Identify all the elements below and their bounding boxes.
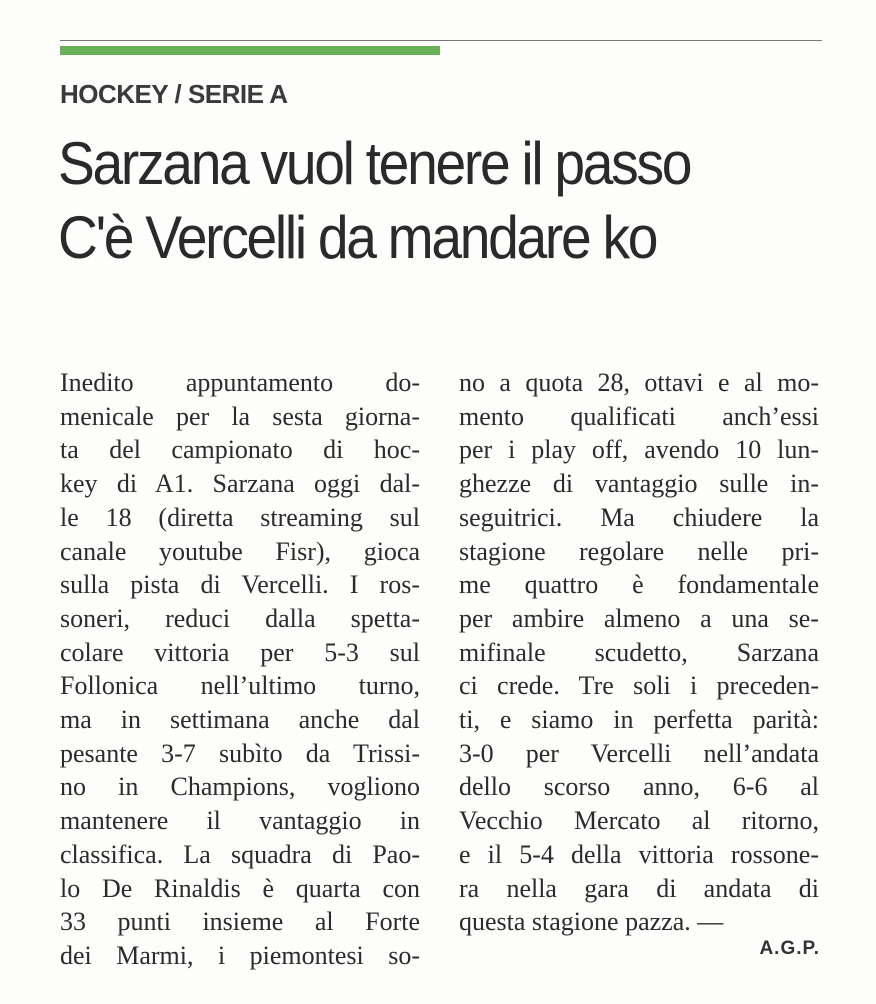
body-line: 3-0 per Vercelli nell’andata — [459, 738, 819, 768]
body-line: me quattro è fondamentale — [459, 570, 819, 600]
body-line: classifica. La squadra di Pao- — [60, 839, 420, 869]
article-headline — [58, 127, 776, 275]
body-line: per i play off, avendo 10 lun- — [459, 435, 819, 465]
body-line: ci crede. Tre soli i preceden- — [459, 671, 819, 701]
body-line: mantenere il vantaggio in — [60, 806, 420, 836]
article-column-2 — [459, 366, 819, 939]
body-line: key di A1. Sarzana oggi dal- — [60, 469, 420, 499]
body-line: ra nella gara di andata di — [459, 873, 819, 903]
body-line: pesante 3-7 subìto da Trissi- — [60, 738, 420, 768]
body-line: mifinale scudetto, Sarzana — [459, 637, 819, 667]
top-rule — [60, 40, 822, 41]
body-line: e il 5-4 della vittoria rossone- — [459, 839, 819, 869]
body-line: stagione regolare nelle pri- — [459, 536, 819, 566]
body-line: dello scorso anno, 6-6 al — [459, 772, 819, 802]
body-line: Follonica nell’ultimo turno, — [60, 671, 420, 701]
body-line: no in Champions, vogliono — [60, 772, 420, 802]
article-column-1 — [60, 366, 420, 973]
body-line: per ambire almeno a una se- — [459, 603, 819, 633]
body-line: le 18 (diretta streaming sul — [60, 502, 420, 532]
body-line: ti, e siamo in perfetta parità: — [459, 705, 819, 735]
body-line: mento qualificati anch’essi — [459, 401, 819, 431]
body-line: ghezze di vantaggio sulle in- — [459, 469, 819, 499]
body-line: ta del campionato di hoc- — [60, 435, 420, 465]
body-line: lo De Rinaldis è quarta con — [60, 873, 420, 903]
body-line: menicale per la sesta giorna- — [60, 401, 420, 431]
body-line: seguitrici. Ma chiudere la — [459, 502, 819, 532]
headline-line-2: C'è Vercelli da mandare ko — [58, 204, 657, 271]
headline-line-1: Sarzana vuol tenere il passo — [58, 130, 691, 197]
body-line: no a quota 28, ottavi e al mo- — [459, 368, 819, 397]
body-line: colare vittoria per 5-3 sul — [60, 637, 420, 667]
body-line: questa stagione pazza. — — [459, 907, 724, 937]
author-byline: A.G.P. — [759, 938, 820, 959]
body-line: ma in settimana anche dal — [60, 705, 420, 735]
body-line: canale youtube Fisr), gioca — [60, 536, 420, 566]
body-line: dei Marmi, i piemontesi so- — [60, 940, 420, 970]
body-line: 33 punti insieme al Forte — [60, 907, 420, 937]
body-line: soneri, reduci dalla spetta- — [60, 603, 420, 633]
section-accent-bar — [60, 46, 440, 55]
body-line: Vecchio Mercato al ritorno, — [459, 806, 819, 836]
section-kicker: HOCKEY / SERIE A — [60, 79, 288, 109]
body-line: sulla pista di Vercelli. I ros- — [60, 570, 420, 600]
body-line: Inedito appuntamento do- — [60, 368, 420, 397]
